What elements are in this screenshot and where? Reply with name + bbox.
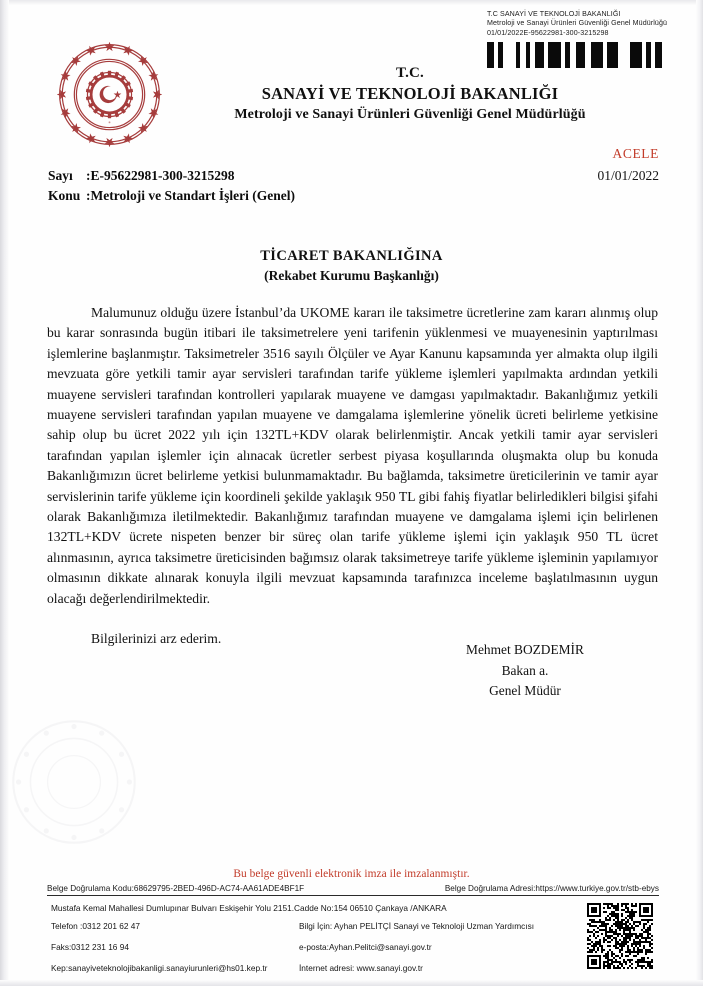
paper-edge-top	[0, 0, 703, 5]
meta-label-sayi: Sayı	[48, 168, 73, 183]
meta-value-sayi: :E-95622981-300-3215298	[86, 168, 235, 183]
recipient-institution: TİCARET BAKANLIĞINA	[260, 248, 443, 264]
document-meta	[48, 166, 295, 205]
footer-columns	[47, 921, 659, 984]
body-closing: Bilgilerinizi arz ederim.	[91, 631, 222, 647]
paper-edge-left	[0, 0, 9, 986]
footer-contact-block	[47, 900, 659, 984]
footer-column-left	[51, 921, 299, 984]
body-paragraph-1: Malumunuz olduğu üzere İstanbul’da UKOME kararı ile taksimetre ücretlerine zam kararı alınmış olup bu karar sonrasında bugün itibari ile taksimetrelere yeni tarifenin yüklenmesi ve muayenesinin yaptırılması işlemlerine başlanmıştır. Taksimetreler 3516 sayılı Ölçüler ve Ayar Kanunu kapsamında yer almakta olup ilgili mevzuata göre yetkili tamir ayar servisleri tarafından tarife yükleme işlemleri yapılmakta ardından yetkili muayene servisleri tarafından kontrolleri yapılarak muayene ve damgası yapılmaktadır. Bakanlığımız yetkili muayene servisleri tarafından yapılan muayene ve damgalama işlemlerine yönelik ücreti belirleme yetkisine sahip olup bu ücret 2022 yılı için 132TL+KDV olarak belirlenmiştir. Ancak yetkili tamir ayar servisleri tarafından yapılan işlemler için alınacak ücretler serbest piyasa koşullarında oluşmakta olup bu konuda Bakanlığımızın ücret belirleme yetkisi bulunmamaktadır. Bu bağlamda, taksimetre üreticilerinin ve tamir ayar servislerinin tarife yükleme için koordineli şekilde yaklaşık 950 TL gibi fahiş fiyatlar belirledikleri bilgisi şifahi olarak Bakanlığımıza iletilmektedir. Bakanlığımız tarafından muayene ve damgalama işlemi için belirlenen 132TL+KDV ücrete nispeten benzer bir süreç olan tarife yükleme işlemi için yaklaşık 950 TL ücret alınmasının, ayrıca taksimetre üreticisinden bağımsız olarak taksimetreye tarife yükleme işleminin yapılamıyor olmasının dikkate alınarak konuyla ilgili mevzuat kapsamında tarafınızca inceleme başlatılmasının uygun olacağı değerlendirilmektedir.	[47, 305, 658, 606]
verification-row	[47, 884, 659, 896]
verification-code: Belge Doğrulama Kodu:68629795-2BED-496D-AC74-AA61ADE4BF1F	[47, 884, 305, 893]
masthead-line-tc: T.C.	[395, 65, 425, 81]
qr-code[interactable]	[587, 903, 653, 969]
paper-edge-right	[696, 0, 703, 986]
footer-website[interactable]: İnternet adresi: www.sanayi.gov.tr	[299, 962, 423, 973]
meta-row-sayi	[48, 166, 295, 186]
recipient-block	[0, 246, 703, 285]
signatory-title-line-2: Genel Müdür	[489, 683, 561, 699]
meta-label-konu: Konu	[48, 187, 81, 203]
masthead-line-directorate: Metroloji ve Sanayi Ürünleri Güvenliği Genel Müdürlüğü	[234, 107, 586, 122]
verification-address[interactable]: Belge Doğrulama Adresi:https://www.turkiye.gov.tr/stb-ebys	[444, 884, 659, 893]
document-body	[47, 303, 658, 650]
signatory-name: Mehmet BOZDEMİR	[466, 642, 584, 657]
footer-email: e-posta:Ayhan.Pelitci@sanayi.gov.tr	[299, 941, 432, 952]
urgency-label: ACELE	[612, 146, 659, 161]
footer-column-middle	[299, 921, 567, 984]
signatory-title-line-1: Bakan a.	[501, 662, 549, 678]
footer-contact-person: Bilgi İçin: Ayhan PELİTÇİ Sanayi ve Teknoloji Uzman Yardımcısı	[299, 920, 535, 931]
meta-row-konu	[48, 186, 295, 206]
electronic-signature-note: Bu belge güvenli elektronik imza ile imzalanmıştır.	[233, 868, 470, 880]
watermark-emblem	[8, 716, 140, 848]
edoc-directorate-line: Metroloji ve Sanayi Ürünleri Güvenliği Genel Müdürlüğü	[487, 19, 668, 28]
edoc-ministry-line: T.C SANAYİ VE TEKNOLOJİ BAKANLIĞI	[487, 10, 621, 18]
footer-phone: Telefon :0312 201 62 47	[51, 920, 141, 931]
edoc-reference-line: 01/01/2022E-95622981-300-3215298	[487, 28, 609, 37]
meta-value-konu: :Metroloji ve Standart İşleri (Genel)	[86, 187, 295, 203]
footer-kep: Kep:sanayiveteknolojibakanligi.sanayiurunleri@hs01.kep.tr	[51, 962, 268, 973]
recipient-department: (Rekabet Kurumu Başkanlığı)	[264, 268, 439, 283]
signature-block	[400, 640, 650, 702]
footer-address: Mustafa Kemal Mahallesi Dumlupınar Bulvarı Eskişehir Yolu 2151.Cadde No:154 06510 Çankaya /ANKARA	[51, 903, 447, 913]
turkish-ministry-emblem-icon	[57, 42, 162, 147]
masthead-line-ministry: SANAYİ VE TEKNOLOJİ BAKANLIĞI	[261, 84, 559, 103]
edocument-stamp	[487, 10, 692, 68]
masthead	[175, 64, 645, 125]
footer-fax: Faks:0312 231 16 94	[51, 941, 129, 952]
document-date: 01/01/2022	[597, 168, 659, 183]
